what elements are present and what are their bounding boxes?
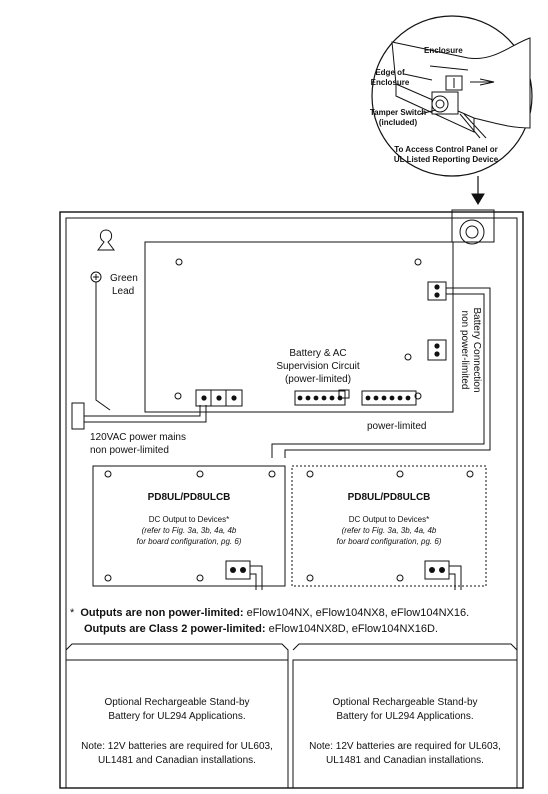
ac-mains-label-2: non power-limited <box>90 445 169 456</box>
footnote-line2-rest: eFlow104NX8D, eFlow104NX16D. <box>268 623 438 635</box>
callout-arrow <box>472 194 484 204</box>
callout-access-label-1: To Access Control Panel or <box>394 145 498 154</box>
footnote-line-2 <box>84 622 438 636</box>
battery-terminal-bottom <box>428 340 446 360</box>
board-right-subtitle: DC Output to Devices* <box>348 515 430 524</box>
board-left-note-1: (refer to Fig. 3a, 3b, 4a, 4b <box>141 526 237 535</box>
callout-enclosure-label: Enclosure <box>424 46 463 55</box>
board-right-note-2: for board configuration, pg. 6) <box>336 537 442 546</box>
board-left-title: PD8UL/PD8ULCB <box>147 492 231 503</box>
green-lead-label-1: Green <box>110 273 138 284</box>
board-left-subtitle: DC Output to Devices* <box>148 515 230 524</box>
battery-connection-label-1: Battery Connection <box>471 307 482 393</box>
green-lead-label-2: Lead <box>112 286 135 297</box>
ac-strain-relief <box>72 403 84 429</box>
footnote-line1-rest: eFlow104NX, eFlow104NX8, eFlow104NX16. <box>246 607 470 619</box>
battery-left-title-2: Battery for UL294 Applications. <box>108 711 246 722</box>
board-left-note-2: for board configuration, pg. 6) <box>136 537 242 546</box>
battery-right-title-2: Battery for UL294 Applications. <box>336 711 474 722</box>
board-right-note-1: (refer to Fig. 3a, 3b, 4a, 4b <box>341 526 437 535</box>
supervision-label-2: Supervision Circuit <box>276 361 360 372</box>
power-limited-label: power-limited <box>367 421 427 432</box>
footnote-line1-bold: Outputs are non power-limited: <box>80 607 244 619</box>
battery-left-title-1: Optional Rechargeable Stand-by <box>104 697 250 708</box>
battery-right-note-1: Note: 12V batteries are required for UL603, <box>309 741 501 752</box>
footnote-line-1 <box>70 606 469 620</box>
supervision-board <box>145 242 453 412</box>
callout-tamper-label-2: (included) <box>378 118 418 127</box>
callout-edge-label-1: Edge of <box>375 68 405 77</box>
battery-connection-label-2: non power-limited <box>459 310 470 390</box>
output-terminal-right <box>425 561 449 579</box>
battery-left-note-1: Note: 12V batteries are required for UL603, <box>81 741 273 752</box>
keyhole-mount <box>98 230 114 250</box>
battery-right-note-2: UL1481 and Canadian installations. <box>326 755 484 766</box>
battery-left <box>66 660 288 788</box>
footnote-line2-bold: Outputs are Class 2 power-limited: <box>84 623 266 635</box>
footnote-star: * <box>70 607 75 619</box>
battery-left-note-2: UL1481 and Canadian installations. <box>98 755 256 766</box>
callout-tamper-label-1: Tamper Switch <box>369 108 427 117</box>
tamper-switch-plunger <box>432 96 448 112</box>
battery-right <box>293 660 517 788</box>
supervision-label-1: Battery & AC <box>289 348 347 359</box>
board-right-title: PD8UL/PD8ULCB <box>347 492 431 503</box>
callout-edge-label-2: Enclosure <box>370 78 410 87</box>
supervision-label-3: (power-limited) <box>284 374 352 385</box>
battery-right-title-1: Optional Rechargeable Stand-by <box>332 697 478 708</box>
ac-mains-label-1: 120VAC power mains <box>90 432 186 443</box>
output-terminal-left <box>226 561 250 579</box>
green-lead-wire <box>96 282 110 410</box>
callout-access-label-2: UL Listed Reporting Device <box>393 155 499 164</box>
supervision-terminal-block <box>295 391 345 405</box>
